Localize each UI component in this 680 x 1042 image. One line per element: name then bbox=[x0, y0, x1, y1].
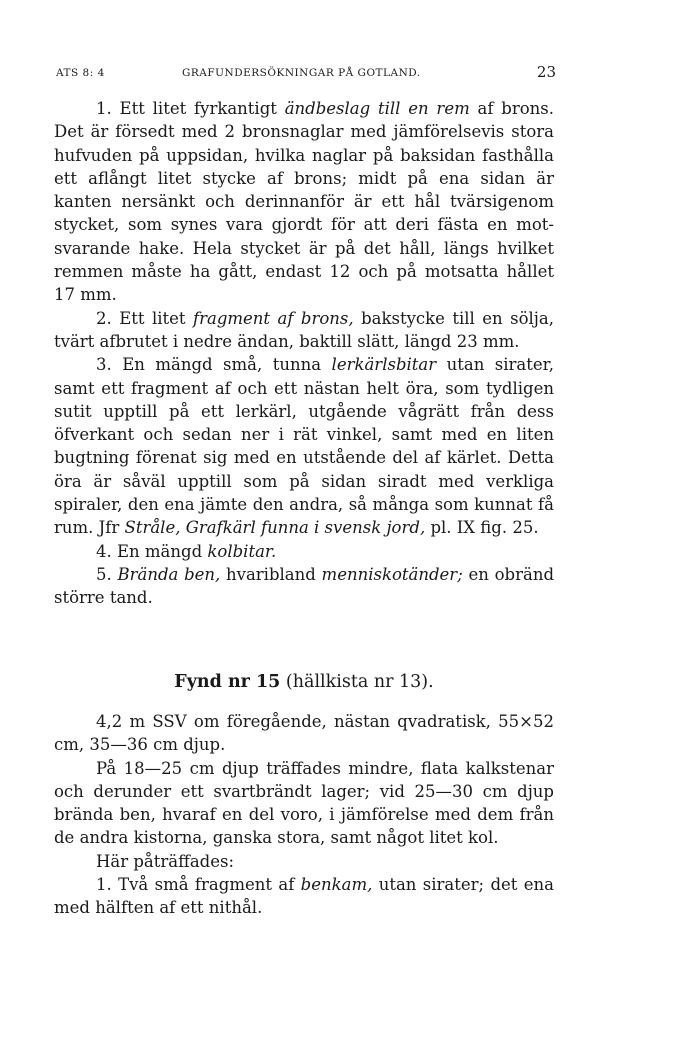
list-item: 1. Ett litet fyrkantigt ändbeslag till en rem af brons. Det är försedt med 2 bronsnaglar med jämförelsevis stora hufvuden på uppsidan, hvilka naglar på baksidan fasthålla ett aflångt litet stycke af brons; midt på ena sidan är kanten nersänkt och derinnanför är ett hål tvärsigenom stycket, som synes vara gjordt för att deri fästa en motsvarande hake. Hela stycket är på det håll, längs hvilket remmen måste ha gått, endast 12 och på motsatta hållet 17 mm. bbox=[54, 99, 554, 305]
page-number: 23 bbox=[536, 63, 556, 81]
list-item: 2. Ett litet fragment af brons, bakstycke till en sölja, tvärt afbrutet i nedre ändan, baktill slätt, längd 23 mm. bbox=[54, 308, 555, 351]
journal-reference: ATS 8: 4 bbox=[56, 67, 105, 79]
section-heading bbox=[0, 672, 608, 692]
find-subtitle: (hällkista nr 13). bbox=[280, 672, 434, 692]
running-title: GRAFUNDERSÖKNINGAR PÅ GOTLAND. bbox=[182, 67, 421, 79]
paragraph: På 18—25 cm djup träffades mindre, flata kalkstenar och derunder ett svartbrändt lager; vid 25—30 cm djup brända ben, hvaraf en del voro, i jämförelse med dem från de andra kistorna, ganska stora, samt något litet kol. bbox=[54, 758, 554, 848]
find-number: Fynd nr 15 bbox=[174, 672, 281, 692]
running-header bbox=[56, 63, 556, 83]
paragraph: 4,2 m SSV om föregående, nästan qvadratisk, 55×52 cm, 35—36 cm djup. bbox=[54, 712, 554, 755]
paragraph: Här påträffades: bbox=[96, 851, 235, 871]
list-item: 1. Två små fragment af benkam, utan sirater; det ena med hälften af ett nithål. bbox=[54, 875, 554, 918]
find-description bbox=[54, 710, 554, 920]
list-item: 5. Brända ben, hvaribland menniskotänder; en obränd större tand. bbox=[54, 564, 555, 608]
list-item: 4. En mängd kolbitar. bbox=[96, 541, 277, 561]
list-item: 3. En mängd små, tunna lerkärlsbitar utan sirater, samt ett fragment af och ett nästan helt öra, som tydligen sutit upptill på ett lerkärl, utgående vågrätt från dess öfverkant och sedan ner i rät vinkel, samt med en liten bugtning förenat sig med en utstående del af kärlet. Detta öra är såväl upptill som på sidan siradt med verkliga spiraler, den ena jämte den andra, så många som kunnat få rum. Jfr Stråle, Grafkärl funna i svensk jord, pl. IX fig. 25. bbox=[54, 355, 554, 538]
find-list-top bbox=[54, 97, 554, 610]
